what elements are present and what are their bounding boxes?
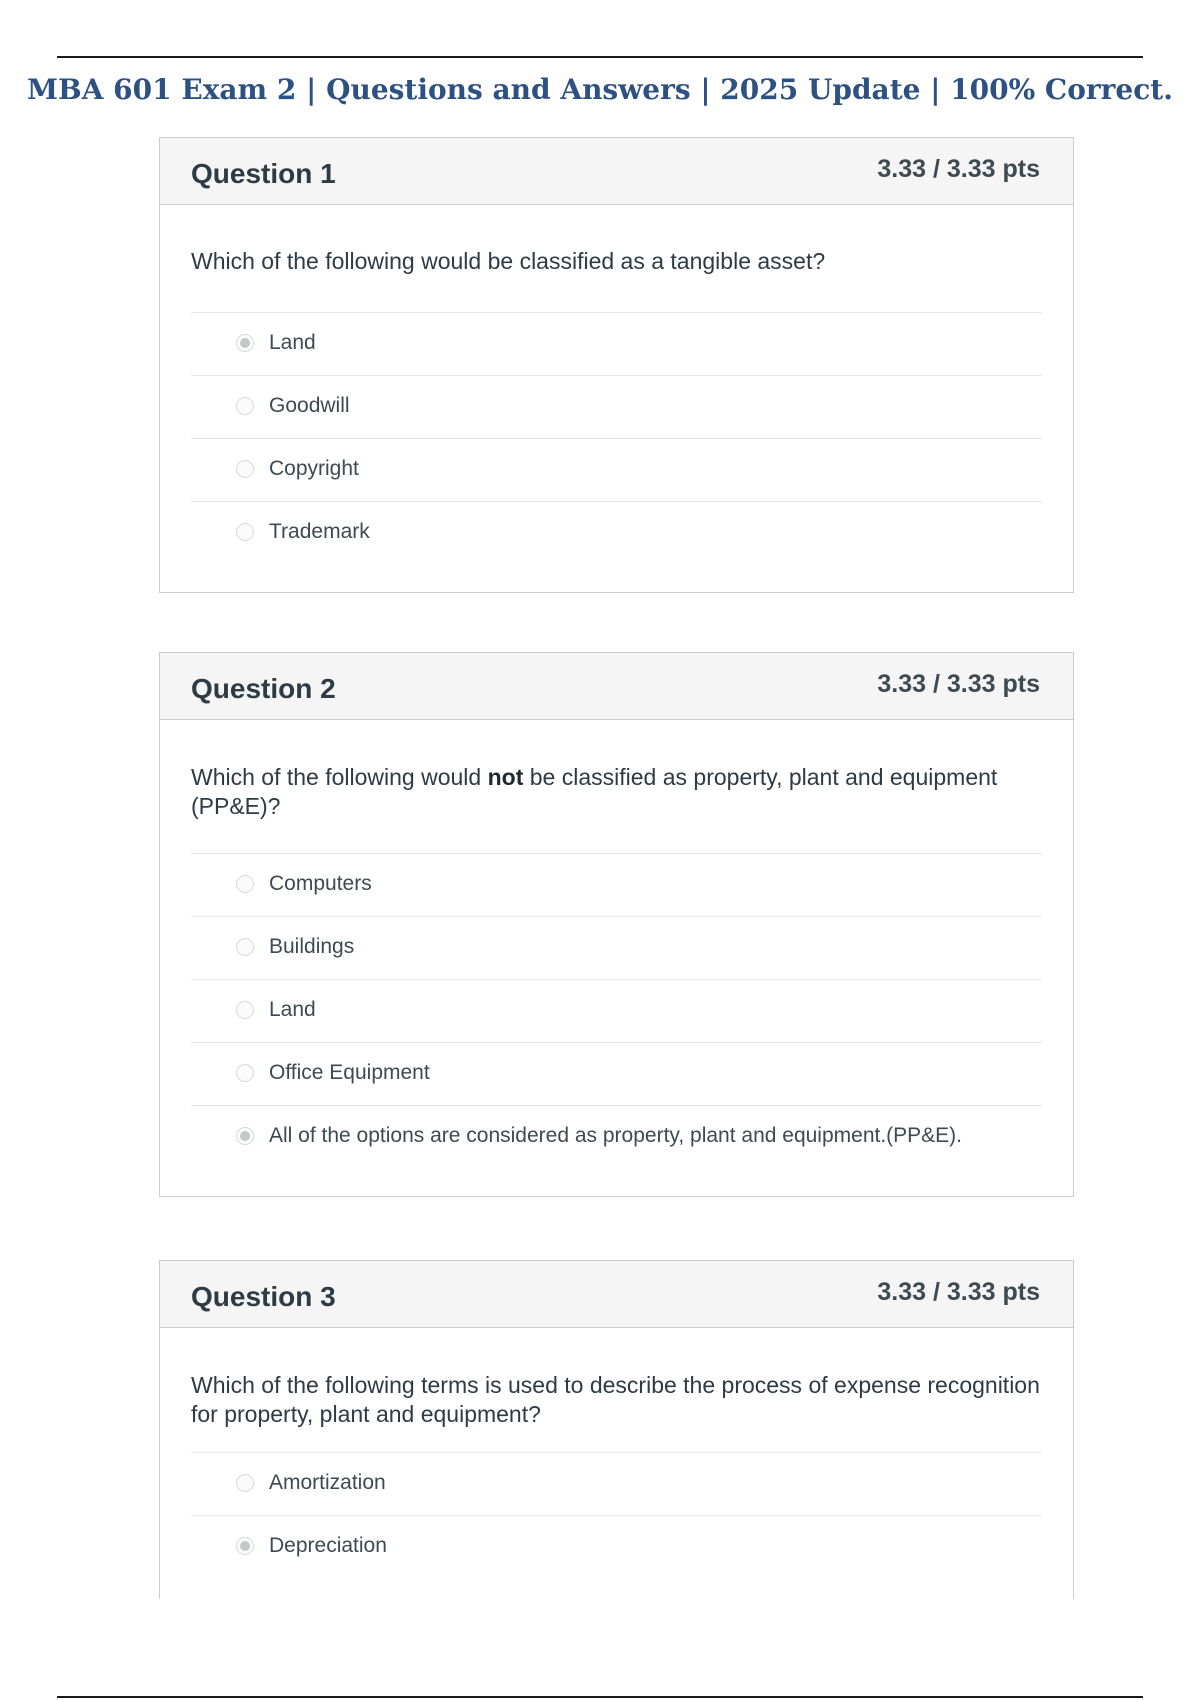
radio-icon[interactable] <box>236 1474 254 1492</box>
answer-option[interactable] <box>191 980 1042 1043</box>
answer-label: Computers <box>269 872 372 895</box>
answer-label: Copyright <box>269 457 359 480</box>
question-header <box>160 1261 1073 1328</box>
radio-icon[interactable] <box>236 1064 254 1082</box>
answer-list <box>191 1452 1042 1578</box>
question-title: Question 1 <box>191 158 336 189</box>
answer-option[interactable] <box>191 917 1042 980</box>
answer-option[interactable] <box>191 1043 1042 1106</box>
question-text <box>191 205 1042 312</box>
answer-option[interactable] <box>191 313 1042 376</box>
radio-selected-icon[interactable] <box>236 334 254 352</box>
question-title: Question 3 <box>191 1281 336 1312</box>
question-text-before: Which of the following would <box>191 764 488 790</box>
answer-label: Buildings <box>269 935 355 958</box>
radio-icon[interactable] <box>236 938 254 956</box>
answer-option[interactable] <box>191 502 1042 564</box>
document-title: MBA 601 Exam 2 | Questions and Answers | 2025 Update | 100% Correct. <box>27 73 1173 106</box>
question-text <box>191 720 1042 853</box>
answer-label: Land <box>269 998 316 1021</box>
question-points: 3.33 / 3.33 pts <box>877 670 1040 698</box>
answer-label: Office Equipment <box>269 1061 430 1084</box>
answer-option[interactable] <box>191 1106 1042 1168</box>
question-header <box>160 138 1073 205</box>
answer-label: Depreciation <box>269 1534 387 1557</box>
radio-icon[interactable] <box>236 523 254 541</box>
question-text-emphasis: not <box>487 764 524 790</box>
question-points: 3.33 / 3.33 pts <box>877 1278 1040 1306</box>
top-rule <box>57 56 1143 58</box>
question-title: Question 2 <box>191 673 336 704</box>
answer-option[interactable] <box>191 1516 1042 1578</box>
question-header <box>160 653 1073 720</box>
radio-selected-icon[interactable] <box>236 1127 254 1145</box>
question-card-1 <box>159 137 1074 593</box>
question-points: 3.33 / 3.33 pts <box>877 155 1040 183</box>
question-card-3 <box>159 1260 1074 1599</box>
question-text <box>191 1328 1042 1452</box>
radio-icon[interactable] <box>236 460 254 478</box>
question-card-2 <box>159 652 1074 1197</box>
bottom-rule <box>57 1696 1143 1698</box>
answer-label: All of the options are considered as property, plant and equipment.(PP&E). <box>269 1124 963 1147</box>
radio-icon[interactable] <box>236 875 254 893</box>
answer-label: Goodwill <box>269 394 350 417</box>
answer-option[interactable] <box>191 439 1042 502</box>
question-text-after: be classified as property, plant and equipment (PP&E)? <box>191 764 998 819</box>
question-text-content: Which of the following would be classified as a tangible asset? <box>191 248 826 274</box>
answer-list <box>191 853 1042 1168</box>
question-text-content: Which of the following terms is used to describe the process of expense recognition for property, plant and equipment? <box>191 1372 1040 1427</box>
radio-icon[interactable] <box>236 1001 254 1019</box>
answer-option[interactable] <box>191 1453 1042 1516</box>
radio-icon[interactable] <box>236 397 254 415</box>
answer-label: Amortization <box>269 1471 386 1494</box>
answer-option[interactable] <box>191 854 1042 917</box>
answer-label: Land <box>269 331 316 354</box>
answer-label: Trademark <box>269 520 370 543</box>
radio-selected-icon[interactable] <box>236 1537 254 1555</box>
answer-list <box>191 312 1042 564</box>
answer-option[interactable] <box>191 376 1042 439</box>
